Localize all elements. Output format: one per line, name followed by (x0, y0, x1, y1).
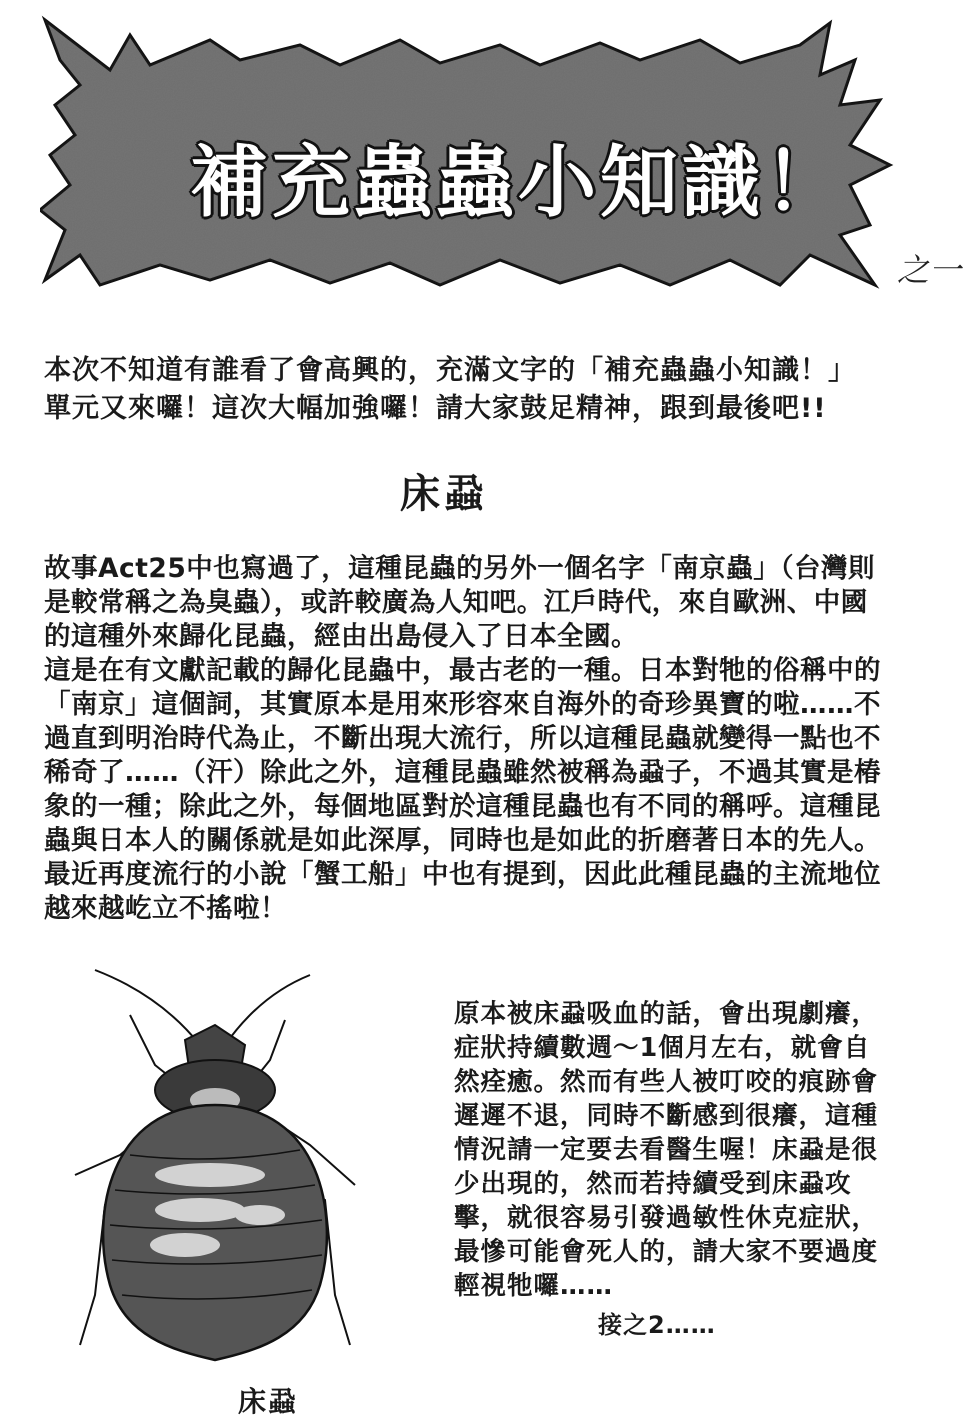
paragraph: 這是在有文獻記載的歸化昆蟲中，最古老的一種。日本對牠的俗稱中的「南京」這個詞，其實原本是用來形容來自海外的奇珍異寶的啦……不過直到明治時代為止，不斷出現大流行，所以這種昆蟲就變得一點也不稀奇了……（汗）除此之外，這種昆蟲雖然被稱為蝨子，不過其實是椿象的一種；除此之外，每個地區對於這種昆蟲也有不同的稱呼。這種昆蟲與日本人的關係就是如此深厚，同時也是如此的折磨著日本的先人。最近再度流行的小說「蟹工船」中也有提到，因此此種昆蟲的主流地位越來越屹立不搖啦！ (44, 655, 881, 924)
paragraph: 故事Act25中也寫過了，這種昆蟲的另外一個名字「南京蟲」（台灣則是較常稱之為臭蟲），或許較廣為人知吧。江戶時代，來自歐洲、中國的這種外來歸化昆蟲，經由出島侵入了日本全國。 (44, 553, 876, 652)
section-body (44, 552, 884, 926)
side-note-text: 原本被床蝨吸血的話，會出現劇癢，症狀持續數週～1個月左右，就會自然痊癒。然而有些人被叮咬的痕跡會遲遲不退，同時不斷感到很癢，這種情況請一定要去看醫生喔！床蝨是很少出現的，然而若持續受到床蝨攻擊，就很容易引發過敏性休克症狀，最慘可能會死人的，請大家不要過度輕視牠囉…… (454, 999, 879, 1301)
bedbug-illustration-icon (60, 965, 370, 1385)
continued-label: 接之2…… (598, 1311, 716, 1339)
intro-text: 本次不知道有誰看了會高興的，充滿文字的「補充蟲蟲小知識！」單元又來囉！這次大幅加強囉！請大家鼓足精神，跟到最後吧!! (44, 355, 856, 424)
illustration-caption: 床蝨 (238, 1385, 299, 1418)
part-label: 之一 (897, 251, 962, 289)
title-banner (40, 15, 900, 300)
section-heading: 床蝨 (400, 471, 488, 517)
banner-title: 補充蟲蟲小知識！ (190, 138, 847, 228)
